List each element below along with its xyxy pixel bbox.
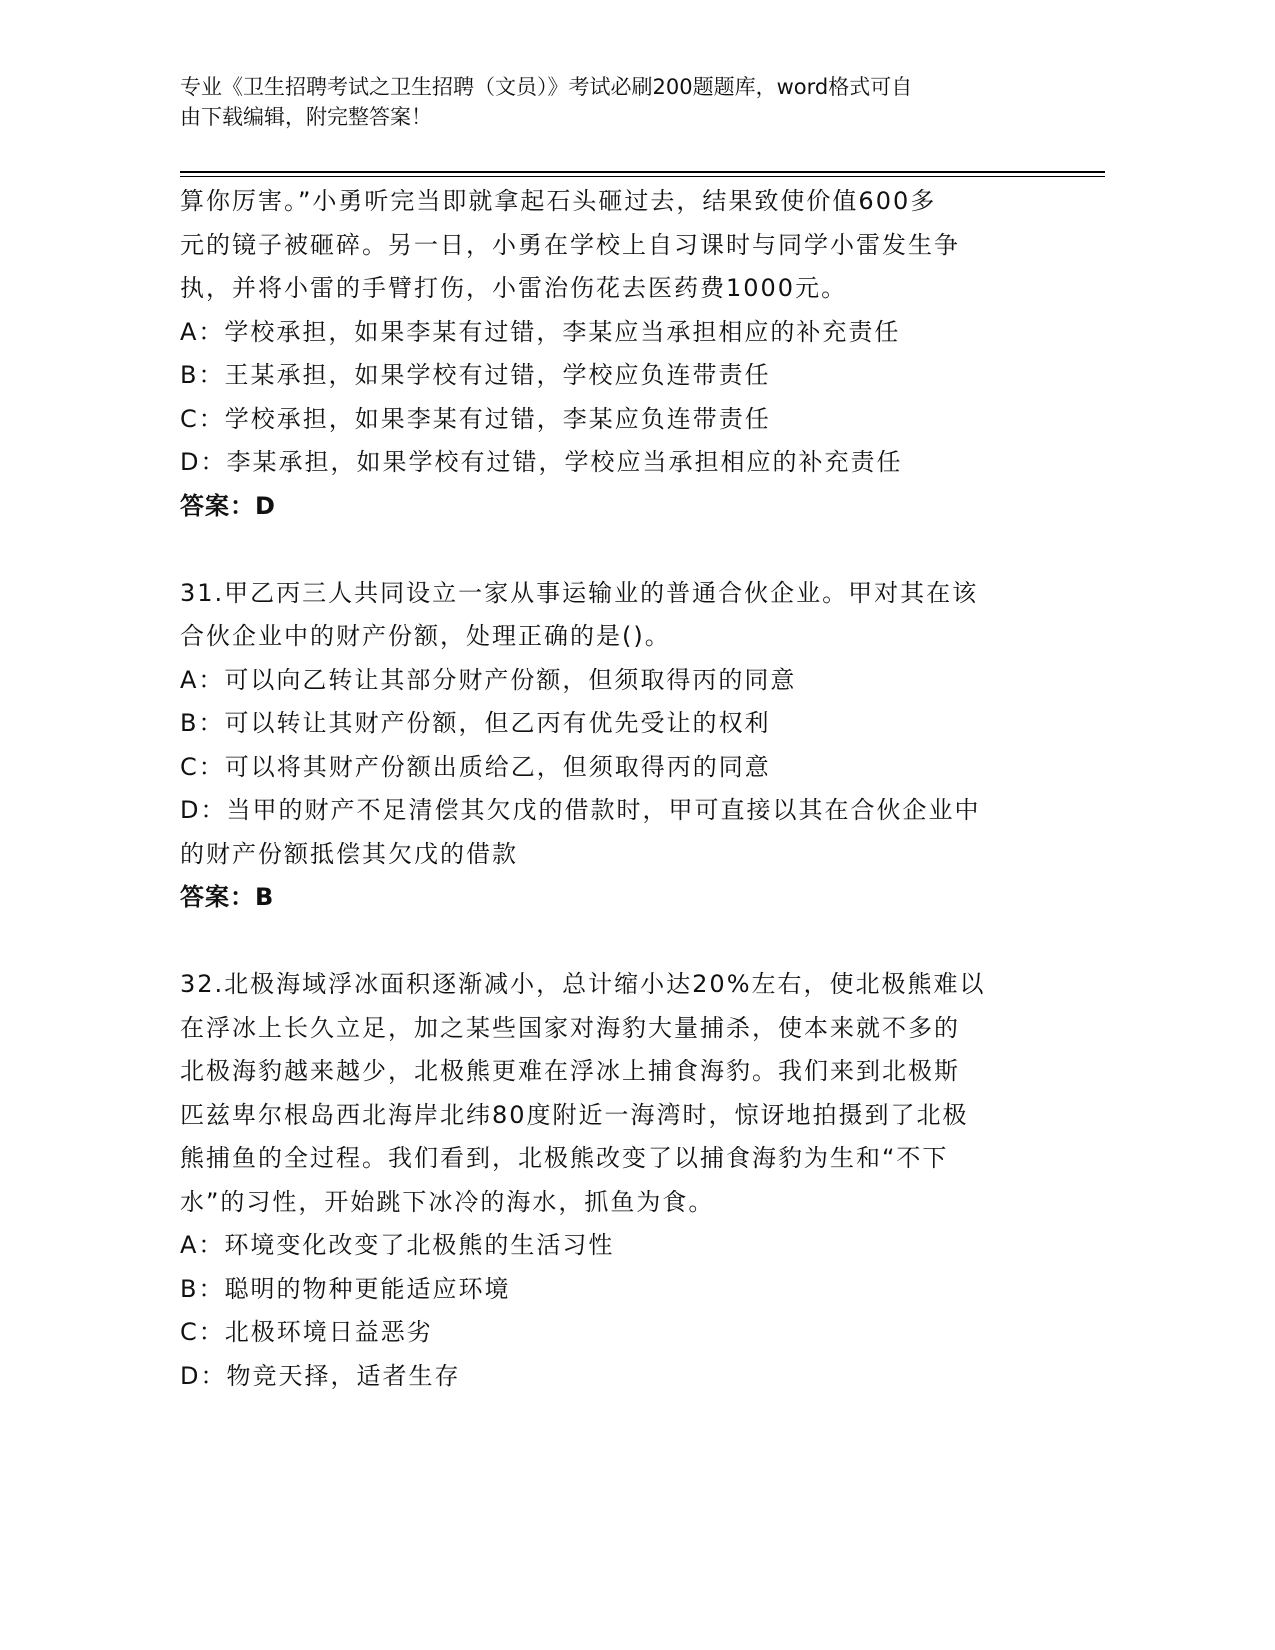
option-d: D：当甲的财产不足清偿其欠戊的借款时，甲可直接以其在合伙企业中 [180, 796, 981, 824]
document-header [180, 72, 912, 132]
question-stem-line: 执，并将小雷的手臂打伤，小雷治伤花去医药费1000元。 [180, 274, 848, 302]
option-a: A：环境变化改变了北极熊的生活习性 [180, 1231, 615, 1259]
document-body [180, 180, 986, 1398]
option-b: B：可以转让其财产份额，但乙丙有优先受让的权利 [180, 709, 771, 737]
option-b: B：聪明的物种更能适应环境 [180, 1274, 511, 1303]
question-stem-line: 元的镜子被砸碎。另一日，小勇在学校上自习课时与同学小雷发生争 [180, 230, 960, 259]
option-c: C：北极环境日益恶劣 [180, 1318, 433, 1346]
question-stem-line: 熊捕鱼的全过程。我们看到，北极熊改变了以捕食海豹为生和“不下 [180, 1144, 949, 1172]
answer: 答案：B [180, 883, 275, 911]
option-b: B：王某承担，如果学校有过错，学校应负连带责任 [180, 361, 771, 389]
option-d: D：物竞天择，适者生存 [180, 1361, 461, 1390]
option-a: A：学校承担，如果李某有过错，李某应当承担相应的补充责任 [180, 317, 901, 346]
question-stem-line: 匹兹卑尔根岛西北海岸北纬80度附近一海湾时，惊讶地拍摄到了北极 [180, 1100, 969, 1129]
question-stem-line: 算你厉害。”小勇听完当即就拿起石头砸过去，结果致使价值600多 [180, 187, 937, 215]
question-31 [180, 572, 986, 920]
answer: 答案：D [180, 491, 276, 520]
option-d-continued: 的财产份额抵偿其欠戊的借款 [180, 839, 518, 868]
header-divider-thin [180, 176, 1105, 177]
option-a: A：可以向乙转让其部分财产份额，但须取得丙的同意 [180, 665, 797, 694]
question-stem-line: 在浮冰上长久立足，加之某些国家对海豹大量捕杀，使本来就不多的 [180, 1013, 960, 1042]
question-32 [180, 963, 986, 1398]
question-stem-line: 水”的习性，开始跳下冰冷的海水，抓鱼为食。 [180, 1187, 715, 1216]
option-c: C：可以将其财产份额出质给乙，但须取得丙的同意 [180, 752, 771, 781]
question-stem-line: 31.甲乙丙三人共同设立一家从事运输业的普通合伙企业。甲对其在该 [180, 578, 979, 607]
question-stem-line: 32.北极海域浮冰面积逐渐减小，总计缩小达20%左右，使北极熊难以 [180, 970, 986, 998]
header-divider [180, 171, 1105, 173]
header-line: 由下载编辑，附完整答案！ [180, 105, 432, 129]
question-30 [180, 180, 986, 528]
question-stem-line: 北极海豹越来越少，北极熊更难在浮冰上捕食海豹。我们来到北极斯 [180, 1057, 960, 1085]
question-stem-line: 合伙企业中的财产份额，处理正确的是()。 [180, 622, 671, 650]
option-d: D：李某承担，如果学校有过错，学校应当承担相应的补充责任 [180, 448, 903, 476]
header-line: 专业《卫生招聘考试之卫生招聘（文员）》考试必刷200题题库，word格式可自 [180, 75, 913, 99]
option-c: C：学校承担，如果李某有过错，李某应负连带责任 [180, 404, 771, 433]
